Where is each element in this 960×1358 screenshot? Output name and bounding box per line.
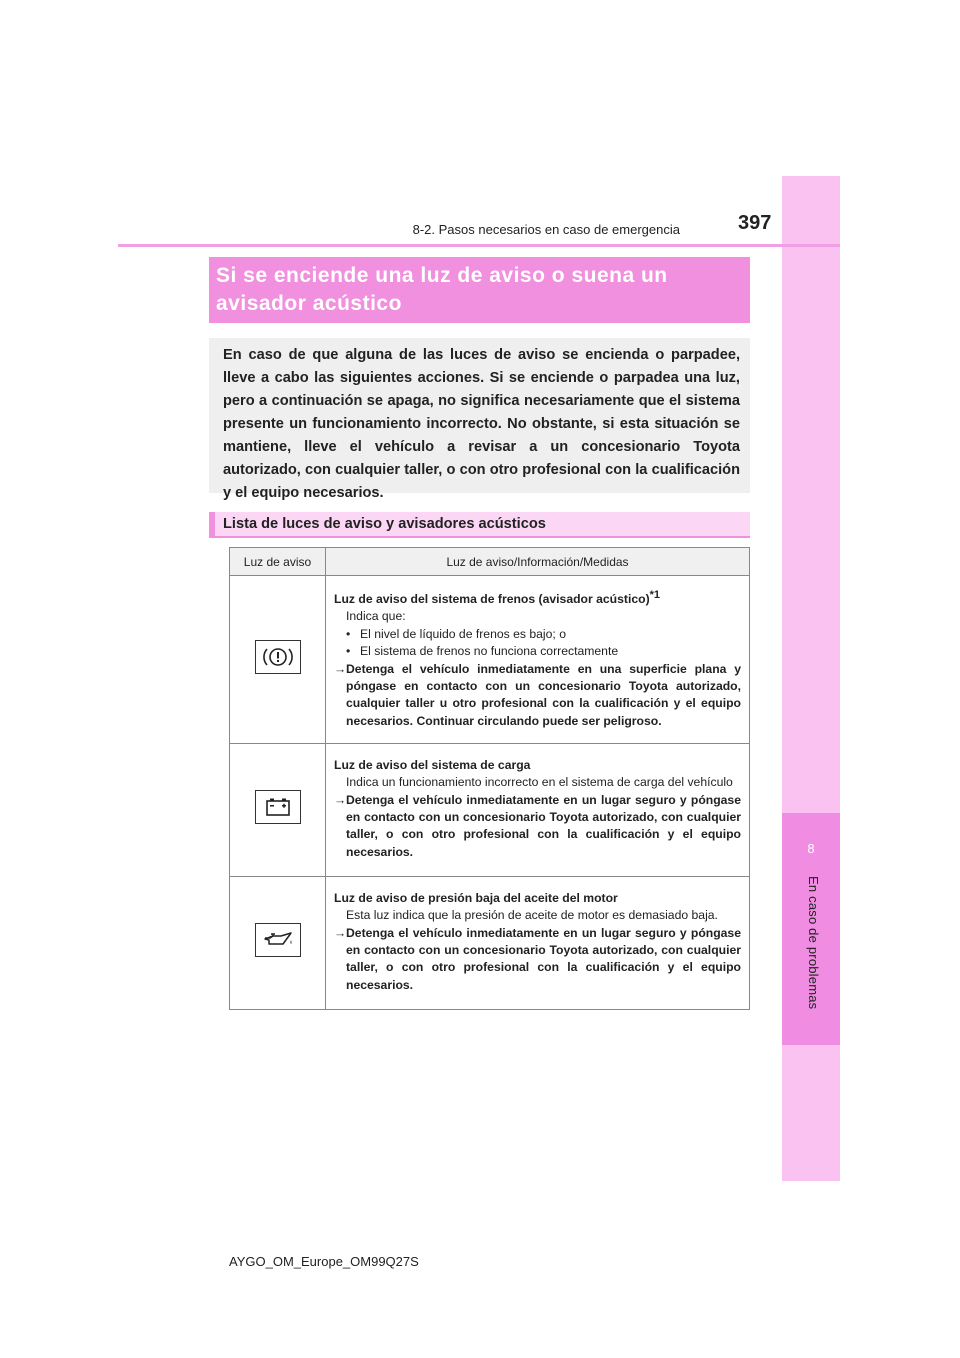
chapter-number: 8 bbox=[807, 841, 815, 856]
arrow-icon: → bbox=[334, 661, 347, 676]
icon-cell bbox=[230, 576, 326, 744]
subheading-accent bbox=[209, 512, 215, 538]
section-title: Si se enciende una luz de aviso o suena un avisador acústico bbox=[216, 264, 668, 315]
battery-warning-icon bbox=[255, 790, 301, 824]
info-cell bbox=[326, 576, 750, 744]
row-action: → Detenga el vehículo inmediatamente en un lugar seguro y póngase en contacto con un concesionario Toyota autorizado, con cualquier taller, o con otro profesional con la cualificación y el equipo necesarios. bbox=[334, 925, 741, 995]
table-row bbox=[230, 744, 750, 877]
table-header-light: Luz de aviso bbox=[230, 548, 326, 576]
page-number: 397 bbox=[738, 212, 772, 234]
table-header-row bbox=[230, 548, 750, 576]
oil-pressure-icon bbox=[255, 923, 301, 957]
brake-warning-icon bbox=[255, 640, 301, 674]
info-cell bbox=[326, 744, 750, 877]
footer-doc-code: AYGO_OM_Europe_OM99Q27S bbox=[229, 1254, 419, 1269]
chapter-side-tab bbox=[782, 176, 840, 1181]
row-action: → Detenga el vehículo inmediatamente en un lugar seguro y póngase en contacto con un concesionario Toyota autorizado, con cualquier taller, o con otro profesional con la cualificación y el equipo necesarios. bbox=[334, 792, 741, 862]
header-divider bbox=[118, 244, 840, 247]
footnote-marker: *1 bbox=[649, 588, 661, 601]
arrow-icon: → bbox=[334, 792, 347, 807]
table-row bbox=[230, 576, 750, 744]
info-cell bbox=[326, 877, 750, 1010]
section-title-box bbox=[209, 257, 750, 323]
subheading: Lista de luces de aviso y avisadores acústicos bbox=[223, 516, 546, 532]
table-header-info: Luz de aviso/Información/Medidas bbox=[326, 548, 750, 576]
subheading-bar bbox=[209, 512, 750, 538]
intro-box bbox=[209, 338, 750, 501]
list-item: • El nivel de líquido de frenos es bajo; o bbox=[346, 626, 566, 641]
table-row bbox=[230, 877, 750, 1010]
row-action: → Detenga el vehículo inmediatamente en una superficie plana y póngase en contacto con un concesionario Toyota autorizado, cualquier taller u otro profesional con la cualificación y el equipo necesarios. Continuar circulando puede ser peligroso. bbox=[334, 661, 741, 731]
list-item: • El sistema de frenos no funciona correctamente bbox=[346, 644, 619, 659]
intro-text: En caso de que alguna de las luces de aviso se encienda o parpadee, lleve a cabo las siguientes acciones. Si se enciende o parpadea una luz, pero a continuación se apaga, no significa necesariamente que el sistema presente un funcionamiento incorrecto. No obstante, si esta situación se mantiene, lleve el vehículo a revisar a un concesionario Toyota autorizado, con cualquier taller, o con otro profesional con la cualificación y el equipo necesarios. bbox=[223, 347, 740, 501]
row-info: Esta luz indica que la presión de aceite de motor es demasiado baja. bbox=[346, 908, 718, 923]
header-section-title: 8-2. Pasos necesarios en caso de emergencia bbox=[412, 222, 680, 237]
arrow-icon: → bbox=[334, 925, 347, 940]
chapter-label: En caso de problemas bbox=[806, 876, 821, 1010]
icon-cell bbox=[230, 744, 326, 877]
row-title: Luz de aviso del sistema de frenos (avisador acústico)$^{*1}$ bbox=[334, 588, 661, 606]
row-info: Indica que: bbox=[346, 609, 406, 624]
warning-lights-table bbox=[229, 547, 750, 1010]
row-info: Indica un funcionamiento incorrecto en el sistema de carga del vehículo bbox=[346, 775, 733, 790]
row-title: Luz de aviso del sistema de carga bbox=[334, 757, 531, 772]
row-title: Luz de aviso de presión baja del aceite del motor bbox=[334, 890, 618, 905]
icon-cell bbox=[230, 877, 326, 1010]
